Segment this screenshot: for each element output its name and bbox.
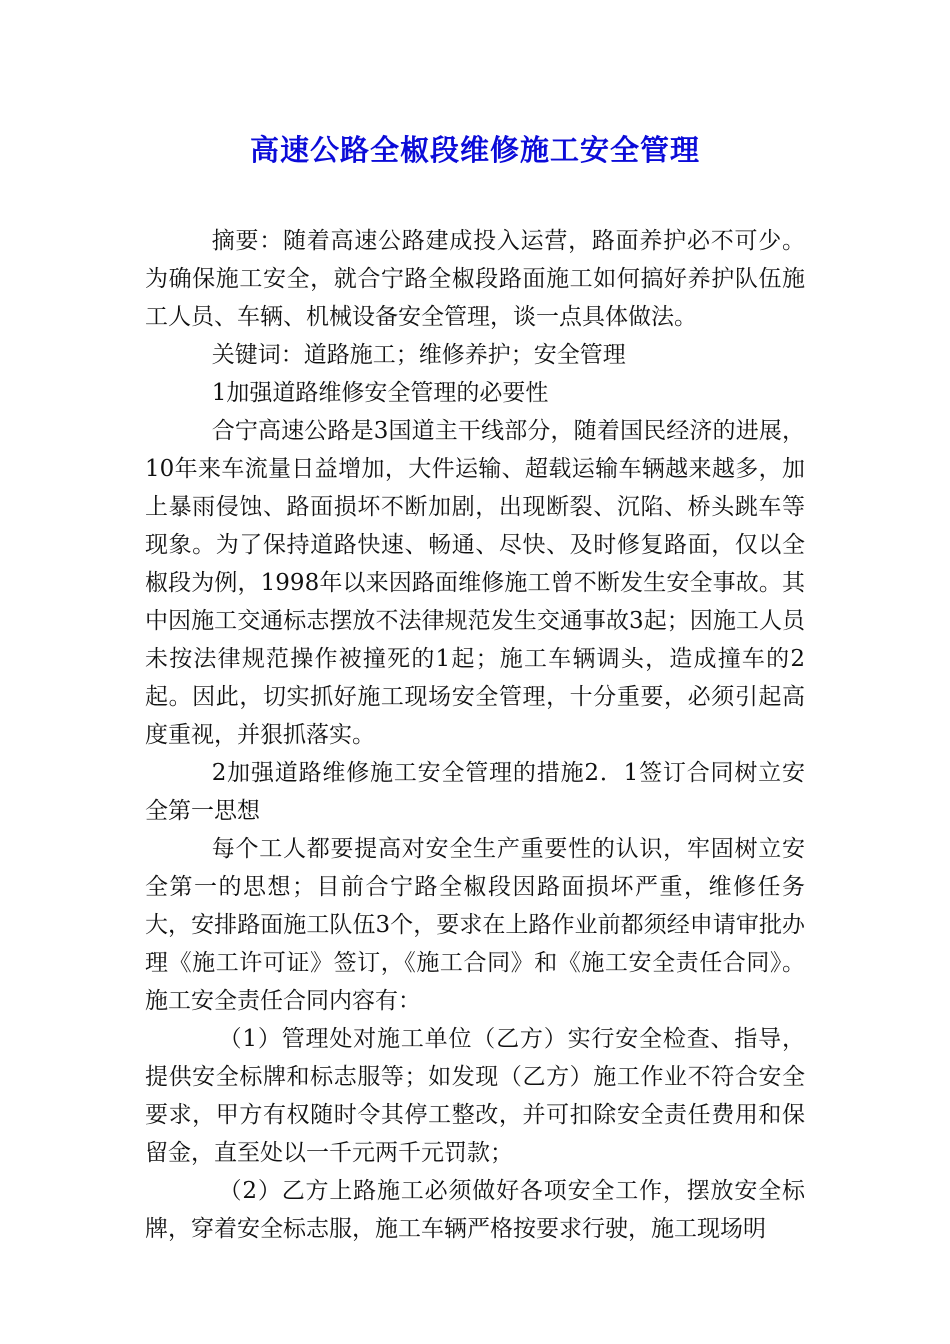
document-body xyxy=(145,222,805,1248)
list-item: （2）乙方上路施工必须做好各项安全工作，摆放安全标牌，穿着安全标志服，施工车辆严格按要求行驶，施工现场明 xyxy=(145,1178,805,1242)
abstract-paragraph: 摘要：随着高速公路建成投入运营，路面养护必不可少。为确保施工安全，就合宁路全椒段路面施工如何搞好养护队伍施工人员、车辆、机械设备安全管理，谈一点具体做法。 xyxy=(145,228,805,330)
section-1-heading: 1加强道路维修安全管理的必要性 xyxy=(211,380,549,406)
list-item: （1）管理处对施工单位（乙方）实行安全检查、指导，提供安全标牌和标志服等；如发现（乙方）施工作业不符合安全要求，甲方有权随时令其停工整改，并可扣除安全责任费用和保留金，直至处以一千元两千元罚款； xyxy=(145,1026,805,1166)
body-paragraph: 每个工人都要提高对安全生产重要性的认识，牢固树立安全第一的思想；目前合宁路全椒段因路面损坏严重，维修任务大，安排路面施工队伍3个，要求在上路作业前都须经申请审批办理《施工许可证》签订，《施工合同》和《施工安全责任合同》。施工安全责任合同内容有： xyxy=(145,836,805,1014)
body-paragraph: 合宁高速公路是3国道主干线部分，随着国民经济的进展，10年来车流量日益增加，大件运输、超载运输车辆越来越多，加上暴雨侵蚀、路面损坏不断加剧，出现断裂、沉陷、桥头跳车等现象。为了保持道路快速、畅通、尽快、及时修复路面，仅以全椒段为例，1998年以来因路面维修施工曾不断发生安全事故。其中因施工交通标志摆放不法律规范发生交通事故3起；因施工人员未按法律规范操作被撞死的1起；施工车辆调头，造成撞车的2起。因此，切实抓好施工现场安全管理，十分重要，必须引起高度重视，并狠抓落实。 xyxy=(145,418,805,748)
document-title: 高速公路全椒段维修施工安全管理 xyxy=(249,133,700,167)
keywords-paragraph: 关键词：道路施工；维修养护；安全管理 xyxy=(211,342,626,368)
section-2-heading: 2加强道路维修施工安全管理的措施2．1签订合同树立安全第一思想 xyxy=(145,760,805,824)
